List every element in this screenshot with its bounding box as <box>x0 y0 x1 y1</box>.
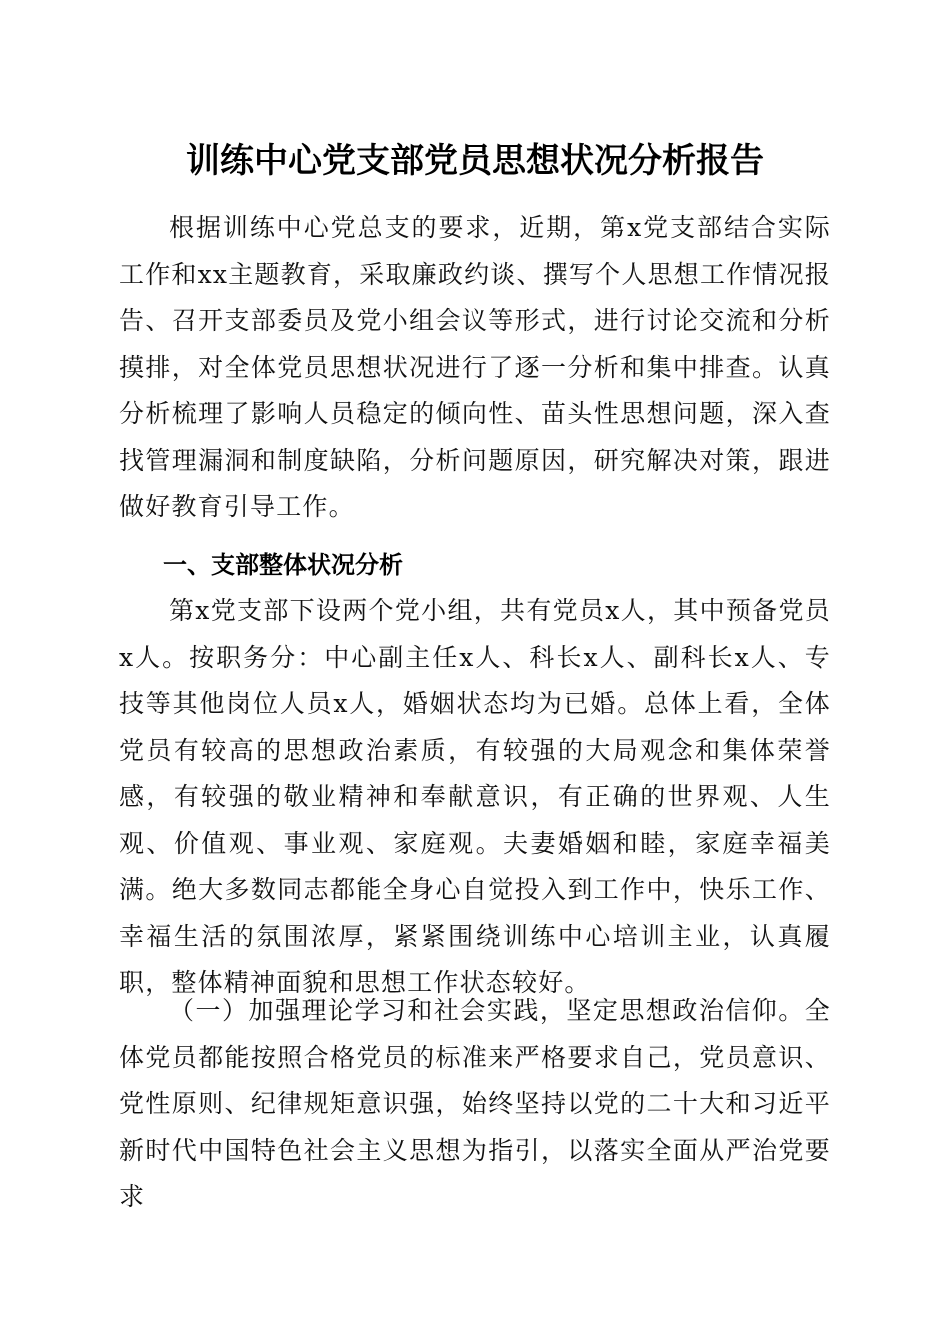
document-title: 训练中心党支部党员思想状况分析报告 <box>186 141 764 181</box>
subsection-paragraph <box>119 988 831 1221</box>
subsection-heading-theory-study: （一）加强理论学习和社会实践，坚定思想政治信仰。 <box>169 996 805 1025</box>
subsection-body-text: 全体党员都能按照合格党员的标准来严格要求自己，党员意识、党性原则、纪律规矩意识强，始终坚持以党的二十大和习近平新时代中国特色社会主义思想为指引，以落实全面从严治党要求 <box>119 996 831 1211</box>
intro-paragraph: 根据训练中心党总支的要求，近期，第x党支部结合实际工作和xx主题教育，采取廉政约谈、撰写个人思想工作情况报告、召开支部委员及党小组会议等形式，进行讨论交流和分析摸排，对全体党员思想状况进行了逐一分析和集中排查。认真分析梳理了影响人员稳定的倾向性、苗头性思想问题，深入查找管理漏洞和制度缺陷，分析问题原因，研究解决对策，跟进做好教育引导工作。 <box>119 213 831 521</box>
section-heading-overall-analysis: 一、支部整体状况分析 <box>163 551 403 579</box>
overall-analysis-paragraph: 第x党支部下设两个党小组，共有党员x人，其中预备党员x人。按职务分：中心副主任x人、科长x人、副科长x人、专技等其他岗位人员x人，婚姻状态均为已婚。总体上看，全体党员有较高的思想政治素质，有较强的大局观念和集体荣誉感，有较强的敬业精神和奉献意识，有正确的世界观、人生观、价值观、事业观、家庭观。夫妻婚姻和睦，家庭幸福美满。绝大多数同志都能全身心自觉投入到工作中，快乐工作、幸福生活的氛围浓厚，紧紧围绕训练中心培训主业，认真履职，整体精神面貌和思想工作状态较好。 <box>119 596 831 997</box>
